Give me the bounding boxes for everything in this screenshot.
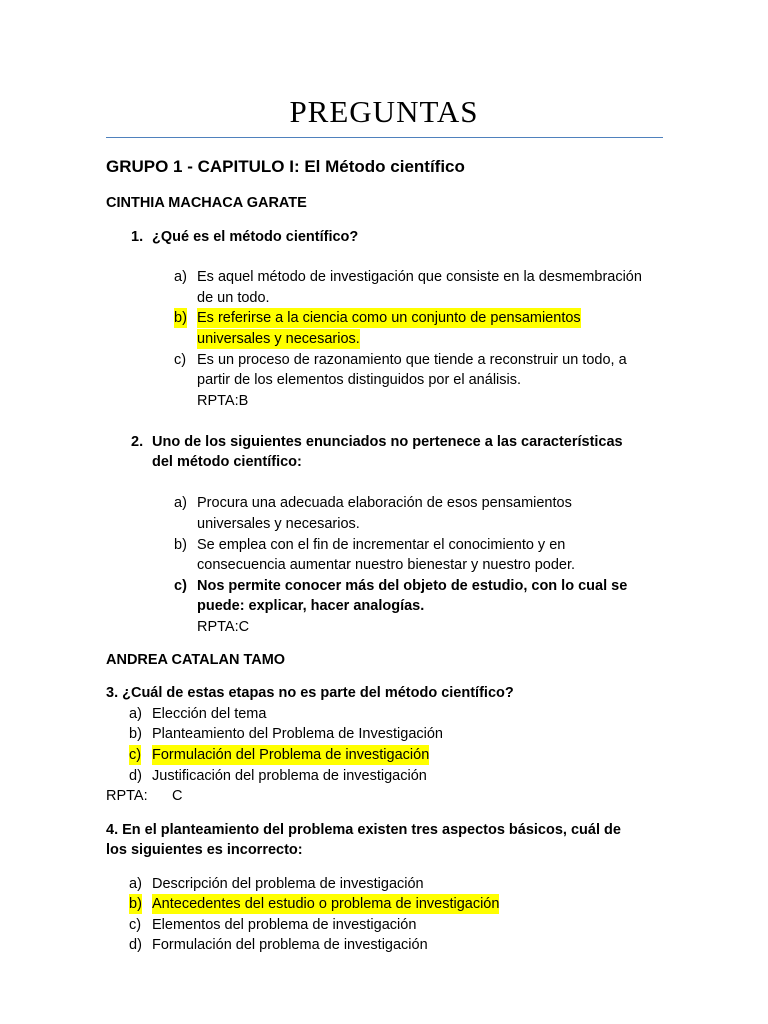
q3-text: 3. ¿Cuál de estas etapas no es parte del método científico? xyxy=(106,685,514,701)
q4-option-b-label: b) xyxy=(129,896,142,912)
q2-option-c-line2: puede: explicar, hacer analogías. xyxy=(197,598,425,614)
q4-option-d-label: d) xyxy=(129,937,142,953)
q1-number: 1. xyxy=(131,229,144,245)
q1-option-c-line1: Es un proceso de razonamiento que tiende a reconstruir un todo, a xyxy=(197,352,627,368)
q3-option-d-text: Justificación del problema de investigación xyxy=(152,768,427,784)
q3-option-b-label: b) xyxy=(129,726,142,742)
q2-number: 2. xyxy=(131,434,144,450)
q2-option-b-line2: consecuencia aumentar nuestro bienestar y nuestro poder. xyxy=(197,557,576,573)
q4-line1: 4. En el planteamiento del problema existen tres aspectos básicos, cuál de xyxy=(106,822,621,838)
q1-option-c-label: c) xyxy=(174,352,187,368)
q4-option-d-text: Formulación del problema de investigación xyxy=(152,937,428,953)
q3-option-b-text: Planteamiento del Problema de Investigación xyxy=(152,726,443,742)
q1-option-c-line2: partir de los elementos distinguidos por el análisis. xyxy=(197,372,522,388)
q1-option-b-label: b) xyxy=(174,310,187,326)
q2-option-c-label: c) xyxy=(174,578,187,594)
q1-option-b-line2: universales y necesarios. xyxy=(197,331,360,347)
q2-line1: Uno de los siguientes enunciados no pertenece a las características xyxy=(152,434,623,450)
q1-text: ¿Qué es el método científico? xyxy=(152,229,359,245)
q4-line2: los siguientes es incorrecto: xyxy=(106,842,303,858)
q2-option-a-line2: universales y necesarios. xyxy=(197,516,360,532)
q2-option-c-line1: Nos permite conocer más del objeto de estudio, con lo cual se xyxy=(197,578,628,594)
q2-option-b-line1: Se emplea con el fin de incrementar el conocimiento y en xyxy=(197,537,566,553)
q1-option-a-line2: de un todo. xyxy=(197,290,270,306)
q3-answer-value: C xyxy=(172,788,183,804)
q2-option-b-label: b) xyxy=(174,537,187,553)
q1-answer: RPTA:B xyxy=(197,393,249,409)
q3-option-c-label: c) xyxy=(129,747,142,763)
title-underline xyxy=(106,137,663,138)
q2-answer: RPTA:C xyxy=(197,619,250,635)
q4-option-c-text: Elementos del problema de investigación xyxy=(152,917,417,933)
q3-option-d-label: d) xyxy=(129,768,142,784)
q4-option-a-label: a) xyxy=(129,876,142,892)
q1-option-a-line1: Es aquel método de investigación que consiste en la desmembración xyxy=(197,269,642,285)
q2-option-a-line1: Procura una adecuada elaboración de esos pensamientos xyxy=(197,495,572,511)
group-heading: GRUPO 1 - CAPITULO I: El Método científico xyxy=(106,157,465,176)
q2-line2: del método científico: xyxy=(152,454,302,470)
q1-option-a-label: a) xyxy=(174,269,187,285)
q3-option-a-text: Elección del tema xyxy=(152,706,267,722)
q4-option-c-label: c) xyxy=(129,917,142,933)
q4-option-b-text: Antecedentes del estudio o problema de investigación xyxy=(152,896,500,912)
q3-option-a-label: a) xyxy=(129,706,142,722)
q3-option-c-text: Formulación del Problema de investigación xyxy=(152,747,430,763)
q4-option-a-text: Descripción del problema de investigación xyxy=(152,876,424,892)
author-andrea: ANDREA CATALAN TAMO xyxy=(106,652,286,668)
author-cinthia: CINTHIA MACHACA GARATE xyxy=(106,195,307,211)
q2-option-a-label: a) xyxy=(174,495,187,511)
q1-option-b-line1: Es referirse a la ciencia como un conjunto de pensamientos xyxy=(197,310,581,326)
page-title: PREGUNTAS xyxy=(289,94,479,129)
q3-answer-label: RPTA: xyxy=(106,788,148,804)
